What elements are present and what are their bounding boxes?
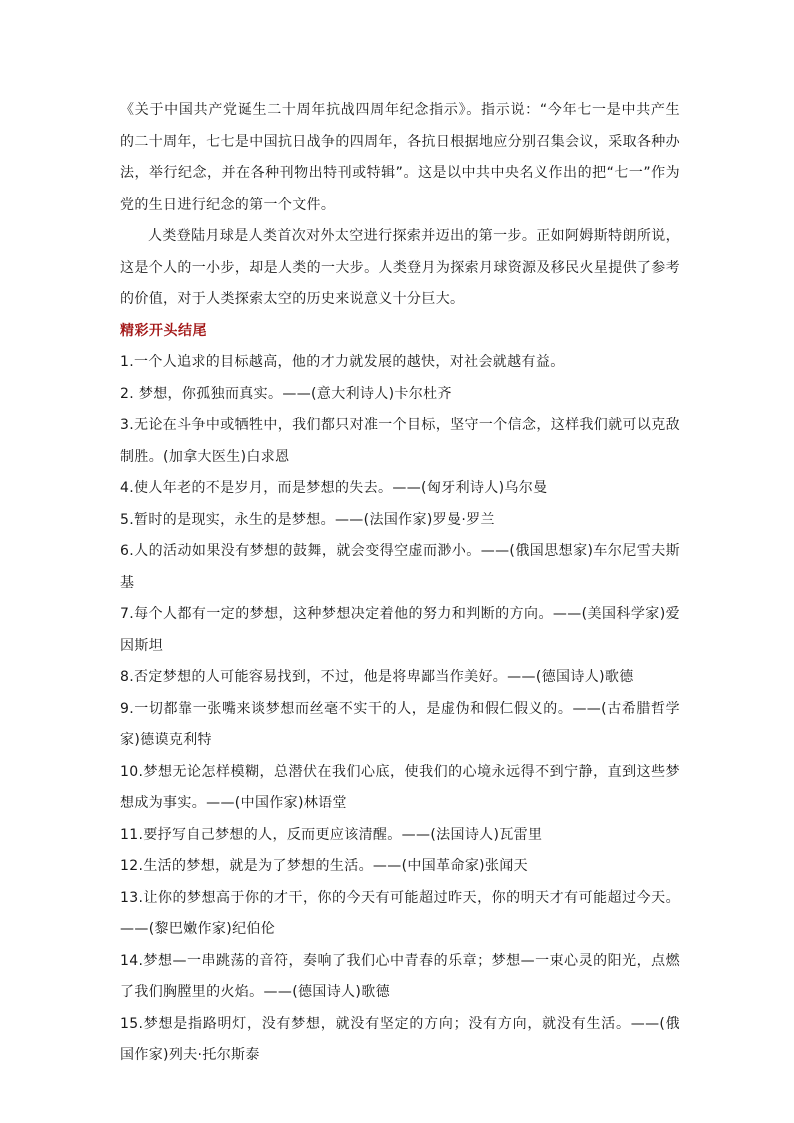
quote-item: 15.梦想是指路明灯，没有梦想，就没有坚定的方向；没有方向，就没有生活。——(俄国作家)列夫·托尔斯泰: [120, 1015, 680, 1063]
quote-item: 10.梦想无论怎样模糊，总潜伏在我们心底，使我们的心境永远得不到宁静，直到这些梦想成为事实。——(中国作家)林语堂: [120, 763, 680, 811]
quote-item: 5.暂时的是现实，永生的是梦想。——(法国作家)罗曼·罗兰: [120, 511, 495, 528]
quote-item: 11.要抒写自己梦想的人，反而更应该清醒。——(法国诗人)瓦雷里: [120, 826, 543, 843]
quote-item: 4.使人年老的不是岁月，而是梦想的失去。——(匈牙利诗人)乌尔曼: [120, 480, 548, 496]
quote-item: 1.一个人追求的目标越高，他的才力就发展的越快，对社会就越有益。: [120, 354, 565, 370]
quote-item: 14.梦想—一串跳荡的音符，奏响了我们心中青春的乐章；梦想—一束心灵的阳光，点燃了我们胸膛里的火焰。——(德国诗人)歌德: [120, 952, 680, 1000]
quote-item: 2. 梦想，你孤独而真实。——(意大利诗人)卡尔杜齐: [120, 385, 452, 402]
quote-list: [120, 347, 680, 1072]
section-heading: 精彩开头结尾: [120, 322, 207, 339]
quote-item: 12.生活的梦想，就是为了梦想的生活。——(中国革命家)张闻天: [120, 858, 529, 874]
quote-item: 7.每个人都有一定的梦想，这种梦想决定着他的努力和判断的方向。——(美国科学家)爱因斯坦: [120, 606, 680, 654]
intro-paragraph-party-day: 《关于中国共产党诞生二十周年抗战四周年纪念指示》。指示说：“今年七一是中共产生的二十周年，七七是中国抗日战争的四周年，各抗日根据地应分别召集会议，采取各种办法，举行纪念，并在各种刊物出特刊或特辑”。这是以中共中央名义作出的把“七一”作为党的生日进行纪念的第一个文件。: [120, 102, 680, 213]
document-page: [120, 95, 680, 1072]
quote-item: 3.无论在斗争中或牺牲中，我们都只对准一个目标，坚守一个信念，这样我们就可以克敌制胜。(加拿大医生)白求恩: [120, 417, 680, 465]
quote-item: 9.一切都靠一张嘴来谈梦想而丝毫不实干的人，是虚伪和假仁假义的。——(古希腊哲学家)德谟克利特: [120, 700, 680, 748]
quote-item: 6.人的活动如果没有梦想的鼓舞，就会变得空虚而渺小。——(俄国思想家)车尔尼雪夫斯基: [120, 543, 680, 591]
intro-paragraph-moon-landing: 人类登陆月球是人类首次对外太空进行探索并迈出的第一步。正如阿姆斯特朗所说，这是个人的一小步，却是人类的一大步。人类登月为探索月球资源及移民火星提供了参考的价值，对于人类探索太空的历史来说意义十分巨大。: [120, 228, 680, 307]
quote-item: 13.让你的梦想高于你的才干，你的今天有可能超过昨天，你的明天才有可能超过今天。——(黎巴嫩作家)纪伯伦: [120, 889, 680, 937]
quote-item: 8.否定梦想的人可能容易找到，不过，他是将卑鄙当作美好。——(德国诗人)歌德: [120, 669, 634, 685]
